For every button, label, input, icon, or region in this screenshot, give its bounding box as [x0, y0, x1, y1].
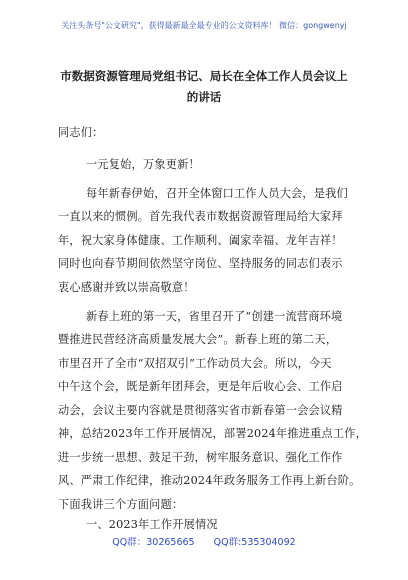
paragraph-line: 市里召开了全市“双招双引”工作动员大会。所以，今天 — [58, 357, 332, 370]
page-header-note: 关注头条号"公文研究"，获得最新最全最专业的公文资料库！ 微信：gongwenyj — [61, 21, 347, 30]
paragraph-line: 暨推进民营经济高质量发展大会”。新春上班的第二天， — [58, 333, 338, 346]
page-footer — [0, 534, 408, 548]
title-line-2: 的讲话 — [186, 90, 222, 104]
paragraph-line: 下面我讲三个方面问题： — [58, 498, 184, 511]
paragraph-line: 年，祝大家身体健康、工作顺利、阖家幸福、龙年吉祥！ — [58, 234, 343, 247]
section-heading: 一、2023年工作开展情况 — [86, 518, 218, 531]
paragraph-line: 同时也向春节期间依然坚守岗位、坚持服务的同志们表示 — [58, 257, 343, 270]
title-line-1: 市数据资源管理局党组书记、局长在全体工作人员会议上 — [60, 69, 348, 83]
paragraph-line: 风、严肃工作纪律，推动2024年政务服务工作再上新台阶。 — [58, 474, 361, 487]
qq-group-2: QQ群:535304092 — [213, 537, 296, 548]
salutation: 同志们： — [58, 126, 104, 139]
paragraph-line: 一直以来的惯例。首先我代表市数据资源管理局给大家拜 — [58, 210, 343, 223]
document-title — [40, 66, 368, 108]
opening-line: 一元复始，万象更新！ — [86, 158, 200, 171]
paragraph-line: 进一步统一思想、鼓足干劲，树牢服务意识、强化工作作 — [58, 451, 343, 464]
paragraph-line: 中午这个会，既是新年团拜会，更是年后收心会、工作启 — [58, 380, 343, 393]
paragraph-line: 神，总结2023年工作开展情况，部署2024年推进重点工作， — [58, 427, 368, 440]
paragraph-line: 衷心感谢并致以崇高敬意！ — [58, 281, 195, 294]
qq-group-1: QQ群：30265665 — [112, 537, 195, 548]
paragraph-line: 动会，会议主要内容就是贯彻落实省市新春第一会会议精 — [58, 404, 343, 417]
paragraph-line: 每年新春伊始，召开全体窗口工作人员大会，是我们 — [86, 187, 348, 200]
paragraph-line: 新春上班的第一天，省里召开了“创建一流营商环境 — [86, 310, 343, 323]
